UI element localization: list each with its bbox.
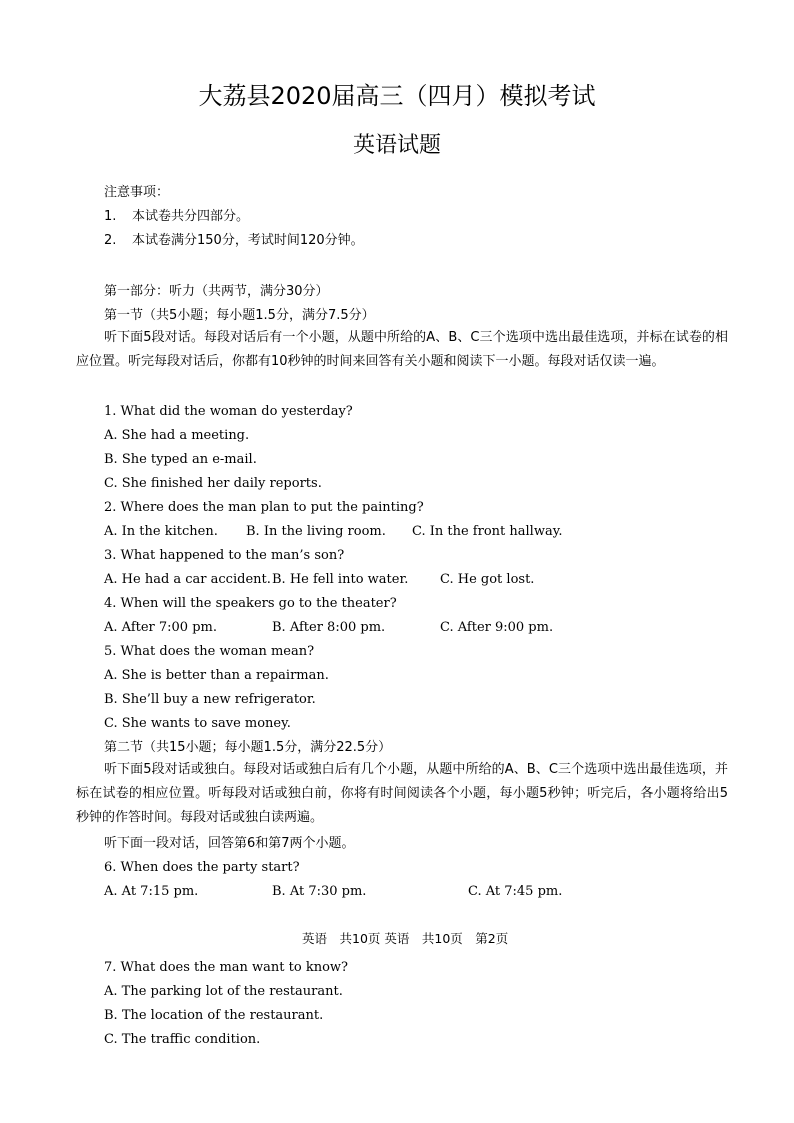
section2-instructions: 听下面5段对话或独白。每段对话或独白后有几个小题，从题中所给的A、B、C三个选项中选出最佳选项，并标在试卷的相应位置。听每段对话或独白前，你将有时间阅读各个小题，每小题5秒钟；听完后，各小题将给出5秒钟的作答时间。每段对话或独白读两遍。 [76, 762, 728, 825]
option-1b: B. She typed an e-mail. [104, 452, 257, 467]
page-subtitle: 英语试题 [352, 133, 441, 158]
option-3a: A. He had a car accident. [104, 572, 271, 587]
section2-lead: 听下面一段对话，回答第6和第7两个小题。 [104, 836, 355, 851]
question-7: 7. What does the man want to know? [104, 960, 348, 975]
option-2a: A. In the kitchen. [104, 524, 218, 539]
question-3: 3. What happened to the man’s son? [104, 548, 345, 563]
option-3c: C. He got lost. [440, 572, 535, 587]
option-1a: A. She had a meeting. [104, 428, 250, 443]
option-4a: A. After 7:00 pm. [104, 620, 217, 635]
option-6c: C. At 7:45 pm. [468, 884, 563, 899]
notice-item-number: 2. [104, 233, 117, 248]
notice-item-text: 本试卷共分四部分。 [132, 209, 250, 224]
option-1c: C. She finished her daily reports. [104, 476, 322, 491]
option-2b: B. In the living room. [246, 524, 386, 539]
question-5: 5. What does the woman mean? [104, 644, 315, 659]
notice-item [104, 205, 249, 229]
part1-heading: 第一部分：听力（共两节，满分30分） [104, 284, 329, 299]
section2-heading: 第二节（共15小题；每小题1.5分，满分22.5分） [104, 740, 392, 755]
option-7b: B. The location of the restaurant. [104, 1008, 324, 1023]
option-3b: B. He fell into water. [272, 572, 409, 587]
section1-heading: 第一节（共5小题；每小题1.5分，满分7.5分） [104, 308, 375, 323]
question-1: 1. What did the woman do yesterday? [104, 404, 353, 419]
option-7c: C. The traffic condition. [104, 1032, 261, 1047]
question-2: 2. Where does the man plan to put the painting? [104, 500, 424, 515]
option-5c: C. She wants to save money. [104, 716, 291, 731]
page-title: 大荔县2020届高三（四月）模拟考试 [198, 82, 596, 110]
option-2c: C. In the front hallway. [412, 524, 563, 539]
option-6a: A. At 7:15 pm. [104, 884, 199, 899]
question-4: 4. When will the speakers go to the theater? [104, 596, 397, 611]
option-6b: B. At 7:30 pm. [272, 884, 367, 899]
option-5b: B. She’ll buy a new refrigerator. [104, 692, 316, 707]
notice-item-number: 1. [104, 209, 117, 224]
option-4c: C. After 9:00 pm. [440, 620, 554, 635]
option-5a: A. She is better than a repairman. [104, 668, 329, 683]
notice-item-text: 本试卷满分150分，考试时间120分钟。 [132, 233, 364, 248]
option-4b: B. After 8:00 pm. [272, 620, 386, 635]
notice-heading: 注意事项： [104, 185, 170, 200]
question-6: 6. When does the party start? [104, 860, 300, 875]
section1-instructions: 听下面5段对话。每段对话后有一个小题，从题中所给的A、B、C三个选项中选出最佳选项，并标在试卷的相应位置。听完每段对话后，你都有10秒钟的时间来回答有关小题和阅读下一小题。每段对话仅读一遍。 [76, 330, 728, 369]
page-footer: 英语 共10页 英语 共10页 第2页 [302, 931, 509, 946]
notice-item [104, 229, 364, 253]
option-7a: A. The parking lot of the restaurant. [104, 984, 343, 999]
